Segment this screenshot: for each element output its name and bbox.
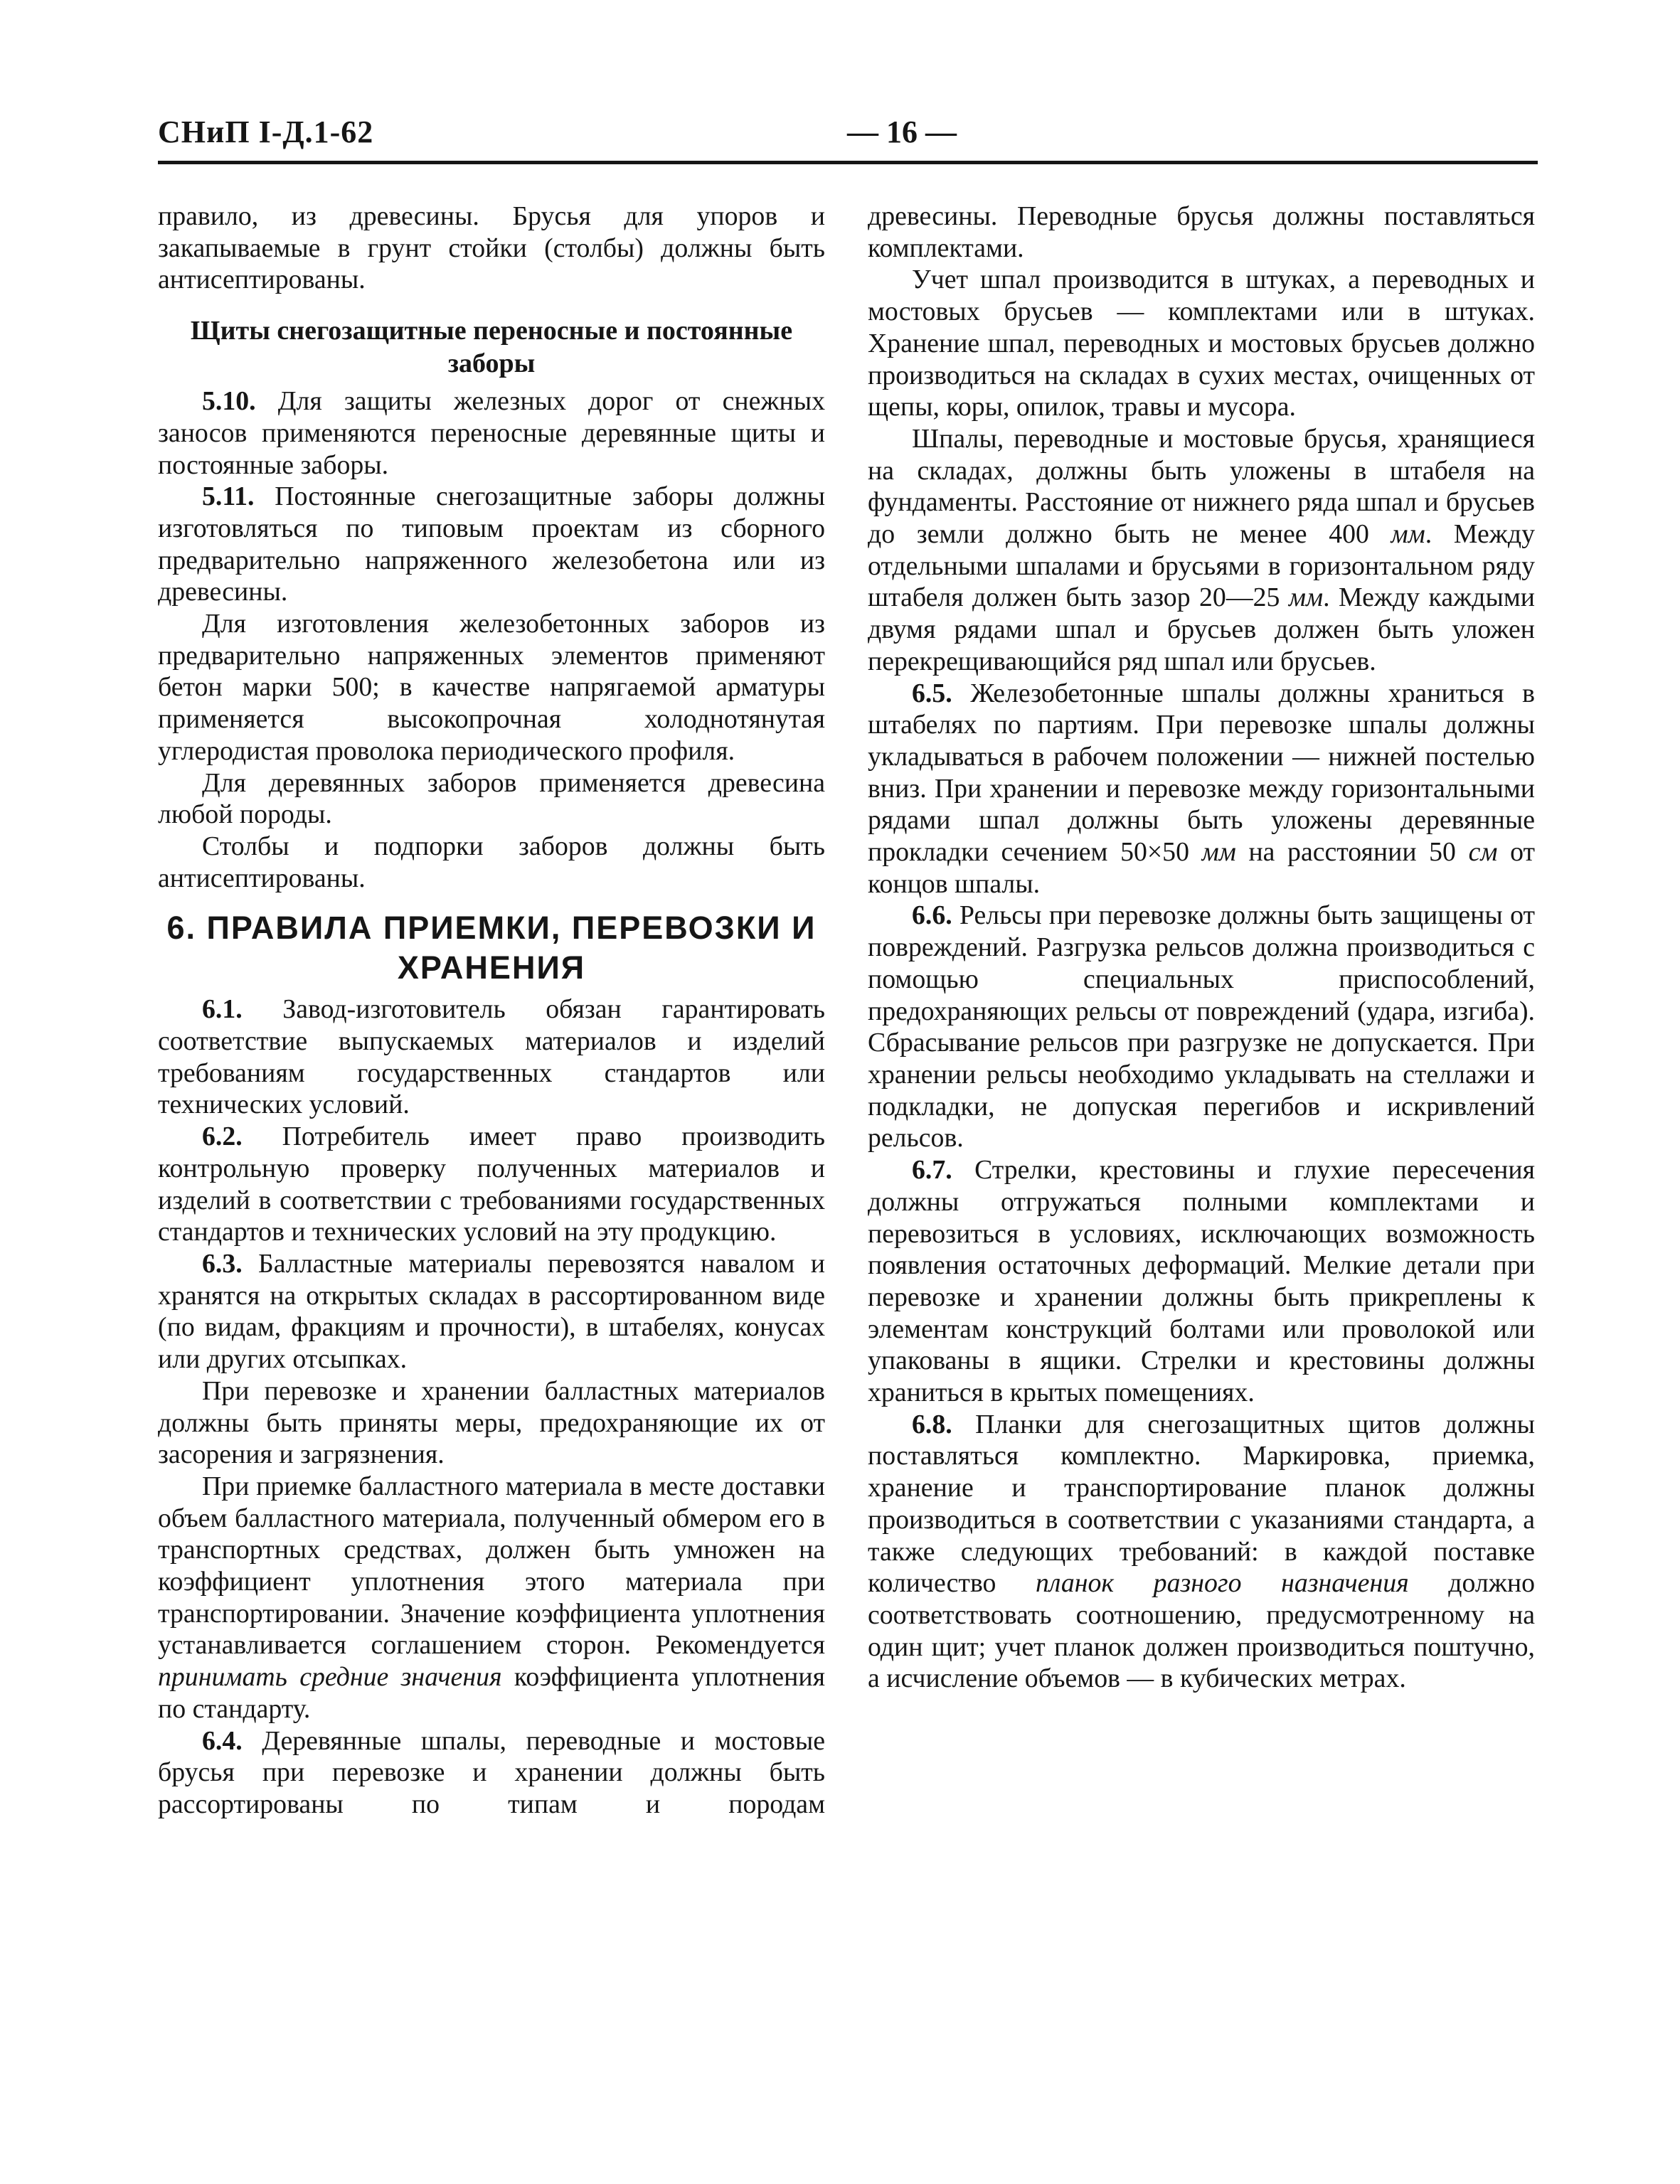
italic-text: принимать средние значения xyxy=(158,1662,502,1693)
clause-number: 6.8. xyxy=(912,1409,952,1439)
clause-text: Постоянные снегозащитные заборы должны изготовляться по типовым проектам из сборного предварительно напряженного железобетона или из древесины. xyxy=(158,481,825,607)
clause-6-3 xyxy=(158,1248,825,1375)
clause-number: 6.3. xyxy=(202,1248,243,1279)
clause-text: Деревянные шпалы, переводные и мостовые брусья при перевозке и хранении должны быть рассортированы по типам и породам xyxy=(158,1725,825,1819)
clause-number: 6.6. xyxy=(912,900,952,931)
paragraph: Столбы и подпорки заборов должны быть антисептированы. xyxy=(158,831,825,893)
clause-number: 6.1. xyxy=(202,994,243,1025)
clause-text: Железобетонные шпалы должны храниться в штабелях по партиям. При перевозке шпалы должны укладываться в рабочем положении — нижней постелью вниз. При хранении и перевозке между горизонтальными рядами шпал должны быть уложены деревянные прокладки сечением 50×50 xyxy=(868,678,1535,868)
page-number: — 16 — xyxy=(847,114,957,149)
running-head xyxy=(158,114,1538,156)
italic-text: планок разного назначения xyxy=(1036,1568,1409,1599)
clause-number: 6.2. xyxy=(202,1122,243,1152)
clause-number: 5.11. xyxy=(202,481,255,512)
clause-text: Завод-изготовитель обязан гарантировать соответствие выпускаемых материалов и изделий требованиям государственных стандартов или технических условий. xyxy=(158,994,825,1120)
paragraph: Учет шпал производится в штуках, а переводных и мостовых брусьев — комплектами или в штуках. Хранение шпал, переводных и мостовых брусьев должно производиться на складах в сухих местах, очищенных от щепы, коры, опилок, травы и мусора. xyxy=(868,265,1535,422)
clause-text: Планки для снегозащитных щитов должны поставляться комплектно. Маркировка, приемка, хранение и транспортирование планок должны производиться в соответствии с указаниями стандарта, а также следующих требований: в каждой поставке количество xyxy=(868,1409,1535,1599)
clause-6-8 xyxy=(868,1409,1535,1695)
clause-text: на расстоянии 50 xyxy=(1235,837,1469,868)
clause-5-10 xyxy=(158,385,825,481)
clause-5-11 xyxy=(158,481,825,608)
clause-number: 5.10. xyxy=(202,386,256,417)
paragraph-continued: правило, из древесины. Брусья для упоров и закапываемые в грунт стойки (столбы) должны быть антисептированы. xyxy=(158,201,825,295)
clause-text: Стрелки, крестовины и глухие пересечения должны отгружаться полными комплектами и перевозиться в условиях, исключающих возможность появления остаточных деформаций. Мелкие детали при перевозке и хранении должны быть прикреплены к элементам конструкций болтами или проволокой или упакованы в ящики. Стрелки и крестовины должны храниться в крытых помещениях. xyxy=(868,1155,1535,1408)
clause-text: Балластные материалы перевозятся навалом и хранятся на открытых складах в рассортированном виде (по видам, фракциям и прочности), в штабелях, конусах или других отсыпках. xyxy=(158,1248,825,1375)
paragraph xyxy=(868,423,1535,678)
clause-text: Потребитель имеет право производить контрольную проверку полученных материалов и изделий в соответствии с требованиями государственных стандартов и технических условий на эту продукцию. xyxy=(158,1122,825,1247)
clause-6-1 xyxy=(158,994,825,1121)
paragraph: Для изготовления железобетонных заборов из предварительно напряженных элементов применяют бетон марки 500; в качестве напрягаемой арматуры применяется высокопрочная холоднотянутая углеродистая проволока периодического профиля. xyxy=(158,609,825,766)
clause-6-4 xyxy=(158,1725,825,1821)
section-heading: 6. ПРАВИЛА ПРИЕМКИ, ПЕРЕВОЗКИ И ХРАНЕНИЯ xyxy=(166,910,817,986)
text-run: При приемке балластного материала в месте доставки объем балластного материала, полученный обмером его в транспортных средствах, должен быть умножен на коэффициент уплотнения этого материала при транспортировании. Значение коэффициента уплотнения устанавливается соглашением сторон. Рекомендуется xyxy=(158,1471,825,1661)
clause-text: от концов шпалы. xyxy=(868,837,1535,899)
paragraph xyxy=(158,1471,825,1725)
paragraph: При перевозке и хранении балластных материалов должны быть приняты меры, предохраняющие их от засорения и загрязнения. xyxy=(158,1375,825,1470)
document-code: СНиП I-Д.1-62 xyxy=(158,114,374,149)
clause-text: должно соответствовать соотношению, предусмотренному на один щит; учет планок должен производиться поштучно, а исчисление объемов — в кубических метрах. xyxy=(868,1568,1536,1694)
clause-6-7 xyxy=(868,1154,1535,1409)
clause-number: 6.4. xyxy=(202,1725,243,1756)
text-run: . Между отдельными шпалами и брусьями в горизонтальном ряду штабеля должен быть зазор 20—25 xyxy=(868,519,1535,613)
unit-text: мм xyxy=(1391,519,1425,550)
unit-text: см xyxy=(1468,837,1498,868)
subsection-heading: Щиты снегозащитные переносные и постоянные заборы xyxy=(190,316,793,379)
clause-text: Для защиты железных дорог от снежных заносов применяются переносные деревянные щиты и постоянные заборы. xyxy=(158,386,825,480)
text-run: . Между каждыми двумя рядами шпал и брусьев должен быть уложен перекрещивающийся ряд шпал или брусьев. xyxy=(868,582,1535,676)
paragraph-continued: древесины. Переводные брусья должны поставляться комплектами. xyxy=(868,201,1535,263)
clause-number: 6.5. xyxy=(912,678,952,708)
clause-text: Рельсы при перевозке должны быть защищены от повреждений. Разгрузка рельсов должна производиться с помощью специальных приспособлений, предохраняющих рельсы от повреждений (удара, изгиба). Сбрасывание рельсов при разгрузке не допускается. При хранении рельсы необходимо укладывать на стеллажи и подкладки, не допуская перегибов и искривлений рельсов. xyxy=(868,900,1535,1154)
paragraph: Для деревянных заборов применяется древесина любой породы. xyxy=(158,767,825,830)
unit-text: мм xyxy=(1201,837,1236,868)
left-column xyxy=(158,201,825,1821)
unit-text: мм xyxy=(1288,582,1324,613)
text-run: Шпалы, переводные и мостовые брусья, хранящиеся на складах, должны быть уложены в штабеля на фундаменты. Расстояние от нижнего ряда шпал и брусьев до земли должно быть не менее 400 xyxy=(868,423,1535,550)
clause-number: 6.7. xyxy=(912,1155,952,1186)
text-run: коэффициента уплотнения по стандарту. xyxy=(158,1662,825,1724)
clause-6-6 xyxy=(868,900,1535,1154)
header-rule xyxy=(158,161,1538,164)
clause-6-2 xyxy=(158,1121,825,1248)
right-column xyxy=(868,201,1535,1695)
clause-6-5 xyxy=(868,678,1535,900)
